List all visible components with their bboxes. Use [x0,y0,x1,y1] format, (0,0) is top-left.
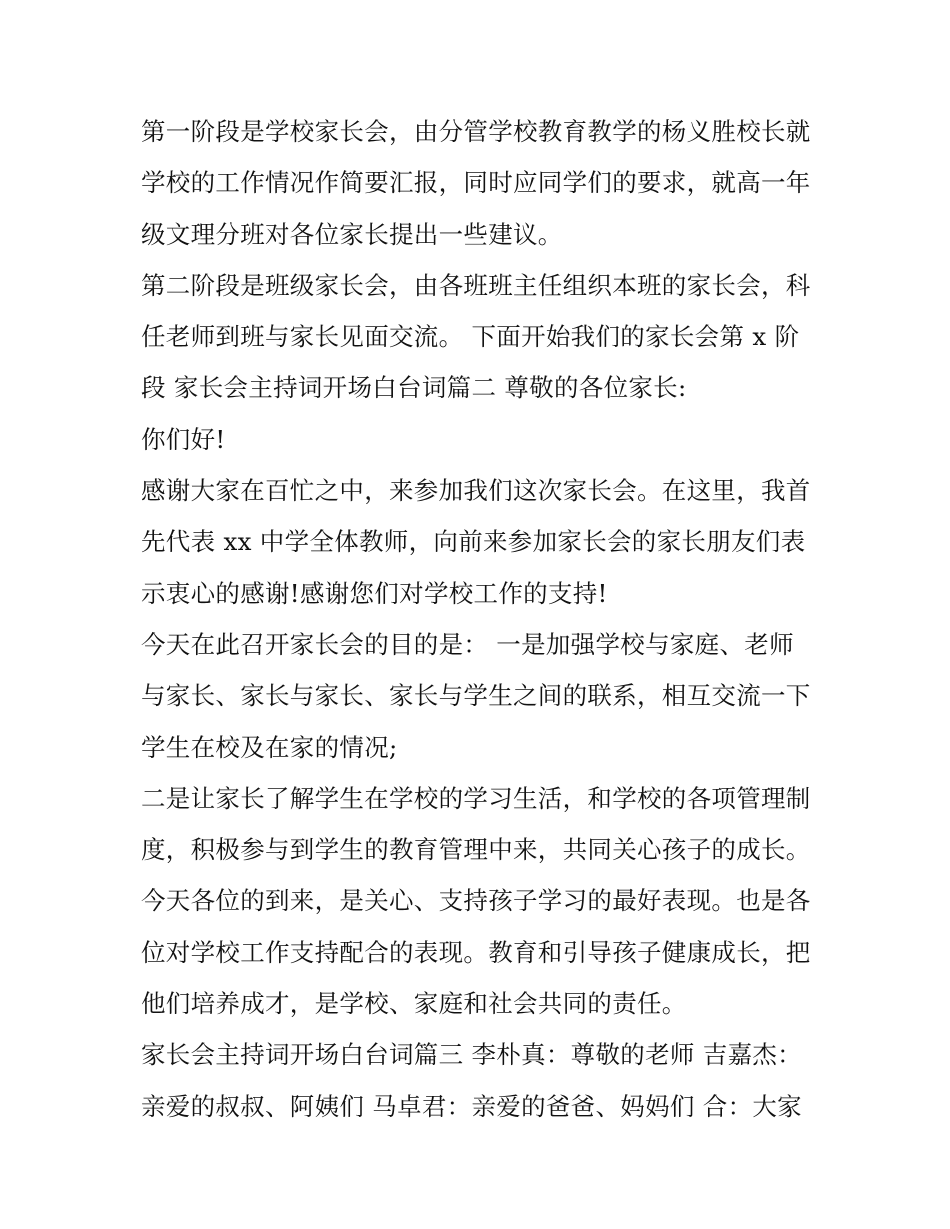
text-line: 第二阶段是班级家长会，由各班班主任组织本班的家长会，科 [141,270,811,300]
text-line: 位对学校工作支持配合的表现。教育和引导孩子健康成长，把 [141,937,811,967]
text-line: 度，积极参与到学生的教育管理中来，共同关心孩子的成长。 [141,835,811,865]
text-line: 他们培养成才，是学校、家庭和社会共同的责任。 [141,989,687,1019]
text-line: 学生在校及在家的情况; [141,732,398,762]
text-line: 任老师到班与家长见面交流。 下面开始我们的家长会第 x 阶 [141,322,800,352]
text-line: 先代表 xx 中学全体教师，向前来参加家长会的家长朋友们表 [141,527,806,557]
text-line: 段 家长会主持词开场白台词篇二 尊敬的各位家长: [141,373,687,403]
text-line: 感谢大家在百忙之中，来参加我们这次家长会。在这里，我首 [141,476,811,506]
text-line: 今天各位的到来，是关心、支持孩子学习的最好表现。也是各 [141,886,811,916]
text-line: 第一阶段是学校家长会，由分管学校教育教学的杨义胜校长就 [141,117,811,146]
text-line: 与家长、家长与家长、家长与学生之间的联系，相互交流一下 [141,681,811,711]
body-text [141,106,821,1132]
text-line: 亲爱的叔叔、阿姨们 马卓君：亲爱的爸爸、妈妈们 合：大家 [141,1091,802,1121]
text-line: 你们好! [141,424,226,454]
text-line: 示衷心的感谢!感谢您们对学校工作的支持! [141,578,608,608]
text-line: 二是让家长了解学生在学校的学习生活，和学校的各项管理制 [141,783,811,813]
text-line: 学校的工作情况作简要汇报，同时应同学们的要求，就高一年 [141,168,811,198]
text-line: 家长会主持词开场白台词篇三 李朴真：尊敬的老师 吉嘉杰： [141,1040,802,1070]
text-line: 今天在此召开家长会的目的是： 一是加强学校与家庭、老师 [141,629,794,659]
text-line: 级文理分班对各位家长提出一些建议。 [141,219,563,249]
